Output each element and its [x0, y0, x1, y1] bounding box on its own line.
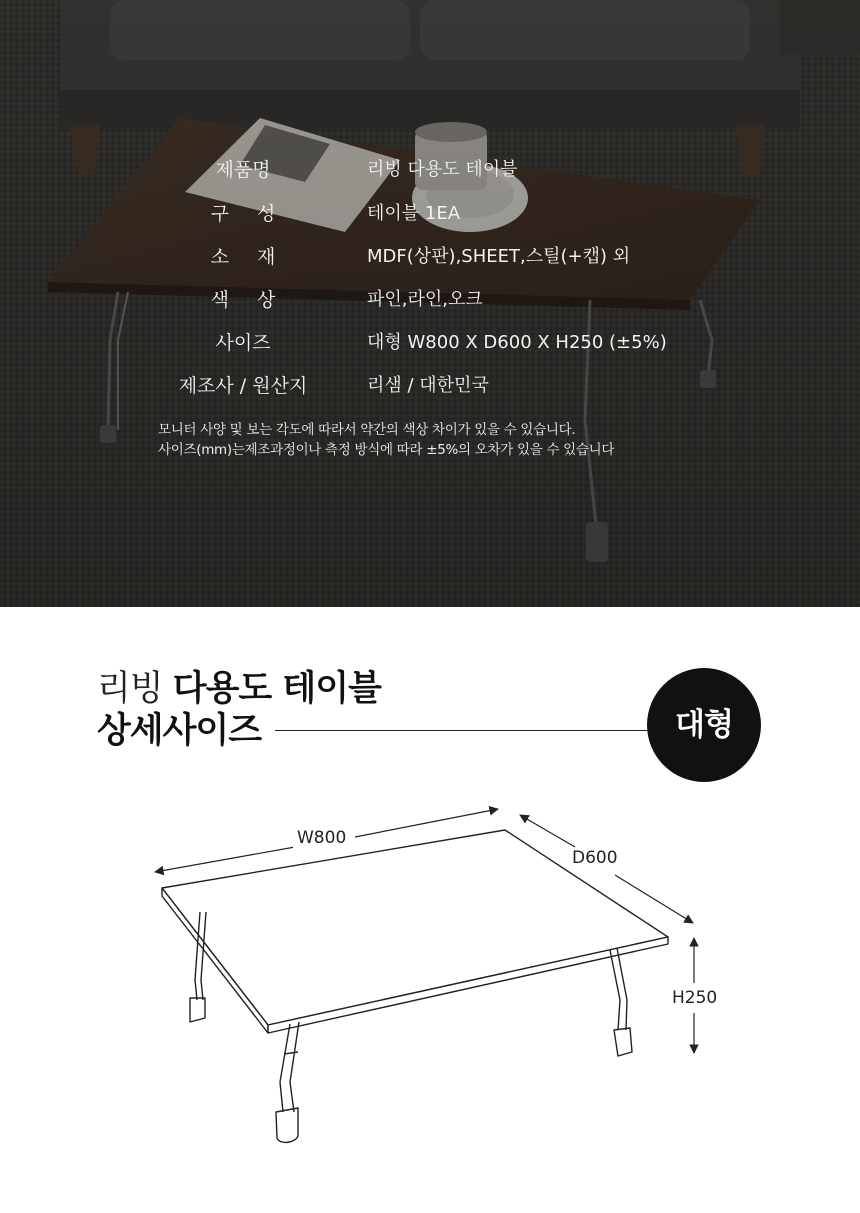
section-subtitle: 상세사이즈	[97, 711, 262, 751]
spec-row	[0, 199, 860, 229]
spec-label: 구 성	[210, 203, 276, 225]
spec-value: 대형 W800 X D600 X H250 (±5%)	[367, 332, 667, 353]
spec-row	[0, 155, 860, 185]
width-label: W800	[293, 828, 350, 848]
spec-row	[0, 371, 860, 401]
table-line-drawing	[0, 790, 860, 1190]
spec-label: 색 상	[210, 289, 276, 311]
depth-label: D600	[568, 848, 622, 868]
spec-value: MDF(상판),SHEET,스틸(+캡) 외	[367, 246, 631, 267]
spec-label: 제품명	[215, 159, 271, 181]
spec-value: 리빙 다용도 테이블	[367, 159, 518, 180]
section-title	[97, 668, 381, 710]
spec-row	[0, 285, 860, 315]
spec-value: 파인,라인,오크	[367, 289, 483, 310]
spec-label: 제조사 / 원산지	[178, 375, 308, 397]
spec-value: 테이블 1EA	[367, 203, 461, 224]
spec-row	[0, 242, 860, 272]
disclaimer-notes	[158, 420, 614, 460]
note-line: 사이즈(mm)는제조과정이나 측정 방식에 따라 ±5%의 오차가 있을 수 있습니다	[158, 442, 615, 458]
title-bold: 다용도 테이블	[172, 669, 381, 709]
spec-row	[0, 328, 860, 358]
size-diagram	[0, 790, 860, 1190]
spec-label: 소 재	[210, 246, 276, 268]
size-badge: 대형	[647, 668, 761, 782]
note-line: 모니터 사양 및 보는 각도에 따라서 약간의 색상 차이가 있을 수 있습니다.	[158, 422, 576, 438]
spec-label: 사이즈	[215, 332, 271, 354]
title-light: 리빙	[97, 669, 163, 709]
height-label: H250	[668, 988, 721, 1008]
spec-value: 리샘 / 대한민국	[367, 375, 489, 396]
title-divider	[275, 730, 655, 731]
